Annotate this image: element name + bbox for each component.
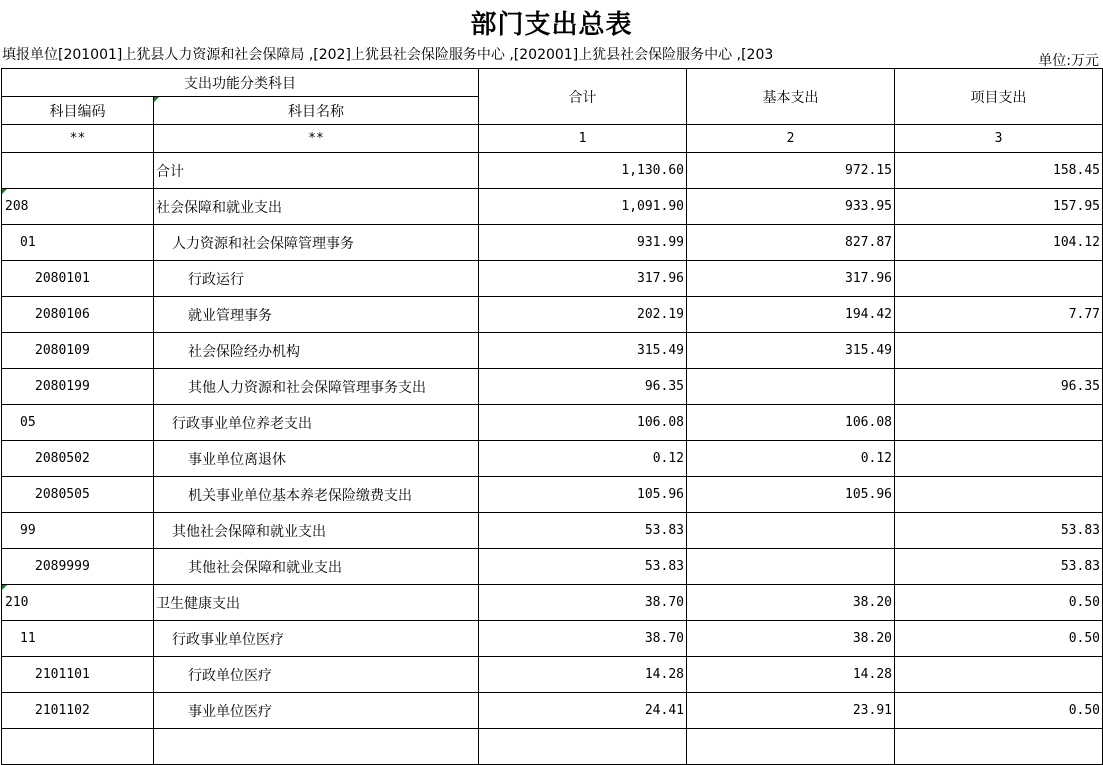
cell-total: 38.70 [479,621,687,657]
cell-basic: 972.15 [687,153,895,189]
header-name: 科目名称 [154,97,479,125]
cell-basic: 317.96 [687,261,895,297]
cell-code: 2080502 [2,441,154,477]
cell-project: 0.50 [895,693,1103,729]
index-basic: 2 [687,125,895,153]
table-row [2,657,1103,693]
cell-total: 315.49 [479,333,687,369]
cell-code: 208 [2,189,154,225]
cell-project [895,333,1103,369]
table-row [2,297,1103,333]
cell-name: 卫生健康支出 [154,585,479,621]
table-row [2,333,1103,369]
cell-name: 社会保险经办机构 [154,333,479,369]
cell-project [895,261,1103,297]
index-code: ** [2,125,154,153]
cell-code: 2080106 [2,297,154,333]
table-row [2,477,1103,513]
cell-basic [687,729,895,765]
cell-project [895,441,1103,477]
cell-project [895,477,1103,513]
cell-project [895,405,1103,441]
cell-name: 行政事业单位医疗 [154,621,479,657]
table-row [2,693,1103,729]
cell-project: 157.95 [895,189,1103,225]
cell-code: 210 [2,585,154,621]
table-row [2,549,1103,585]
cell-name: 行政单位医疗 [154,657,479,693]
table-row [2,585,1103,621]
cell-name: 社会保障和就业支出 [154,189,479,225]
cell-name [154,729,479,765]
cell-project: 53.83 [895,549,1103,585]
index-total: 1 [479,125,687,153]
cell-code [2,729,154,765]
cell-basic: 933.95 [687,189,895,225]
cell-code [2,153,154,189]
cell-total: 1,091.90 [479,189,687,225]
table-row [2,405,1103,441]
cell-project: 104.12 [895,225,1103,261]
table-row [2,189,1103,225]
header-code: 科目编码 [2,97,154,125]
cell-total: 14.28 [479,657,687,693]
cell-name: 行政事业单位养老支出 [154,405,479,441]
cell-code: 2080199 [2,369,154,405]
table-row [2,225,1103,261]
cell-code: 01 [2,225,154,261]
cell-code: 2101102 [2,693,154,729]
cell-project: 96.35 [895,369,1103,405]
cell-total: 317.96 [479,261,687,297]
cell-basic: 106.08 [687,405,895,441]
cell-project: 0.50 [895,585,1103,621]
table-row [2,441,1103,477]
cell-name: 事业单位离退休 [154,441,479,477]
cell-name: 就业管理事务 [154,297,479,333]
cell-basic [687,369,895,405]
index-project: 3 [895,125,1103,153]
table-row [2,513,1103,549]
cell-total: 106.08 [479,405,687,441]
cell-code: 2101101 [2,657,154,693]
cell-basic: 23.91 [687,693,895,729]
cell-code: 2080109 [2,333,154,369]
cell-basic [687,513,895,549]
cell-total: 0.12 [479,441,687,477]
header-function-group: 支出功能分类科目 [2,69,479,97]
cell-basic: 315.49 [687,333,895,369]
table-row [2,261,1103,297]
cell-project [895,729,1103,765]
cell-project: 158.45 [895,153,1103,189]
cell-total: 24.41 [479,693,687,729]
cell-total: 1,130.60 [479,153,687,189]
expenditure-table [1,68,1103,765]
cell-total: 202.19 [479,297,687,333]
header-total: 合计 [479,69,687,125]
cell-code: 2080505 [2,477,154,513]
cell-basic: 14.28 [687,657,895,693]
cell-total: 53.83 [479,549,687,585]
table-row [2,153,1103,189]
cell-name: 行政运行 [154,261,479,297]
table-row [2,369,1103,405]
cell-basic [687,549,895,585]
cell-code: 2089999 [2,549,154,585]
index-name: ** [154,125,479,153]
cell-total: 105.96 [479,477,687,513]
cell-name: 其他社会保障和就业支出 [154,513,479,549]
cell-basic: 194.42 [687,297,895,333]
cell-basic: 38.20 [687,585,895,621]
unit-label: 单位:万元 [1038,53,1099,69]
cell-name: 人力资源和社会保障管理事务 [154,225,479,261]
header-basic: 基本支出 [687,69,895,125]
cell-project: 53.83 [895,513,1103,549]
cell-code: 05 [2,405,154,441]
header-row-1 [2,69,1103,97]
cell-name: 其他社会保障和就业支出 [154,549,479,585]
cell-basic: 105.96 [687,477,895,513]
table-row [2,729,1103,765]
cell-name: 合计 [154,153,479,189]
cell-project: 0.50 [895,621,1103,657]
cell-code: 11 [2,621,154,657]
cell-code: 99 [2,513,154,549]
cell-code: 2080101 [2,261,154,297]
page-title: 部门支出总表 [470,10,633,40]
cell-basic: 38.20 [687,621,895,657]
cell-project [895,657,1103,693]
cell-total [479,729,687,765]
cell-name: 其他人力资源和社会保障管理事务支出 [154,369,479,405]
cell-name: 事业单位医疗 [154,693,479,729]
cell-total: 53.83 [479,513,687,549]
cell-project: 7.77 [895,297,1103,333]
cell-total: 38.70 [479,585,687,621]
table-row [2,621,1103,657]
cell-basic: 827.87 [687,225,895,261]
cell-basic: 0.12 [687,441,895,477]
header-index-row [2,125,1103,153]
header-project: 项目支出 [895,69,1103,125]
cell-name: 机关事业单位基本养老保险缴费支出 [154,477,479,513]
cell-total: 96.35 [479,369,687,405]
cell-total: 931.99 [479,225,687,261]
reporting-units-line: 填报单位[201001]上犹县人力资源和社会保障局 ,[202]上犹县社会保险服务中心 ,[202001]上犹县社会保险服务中心 ,[203 [2,47,774,63]
